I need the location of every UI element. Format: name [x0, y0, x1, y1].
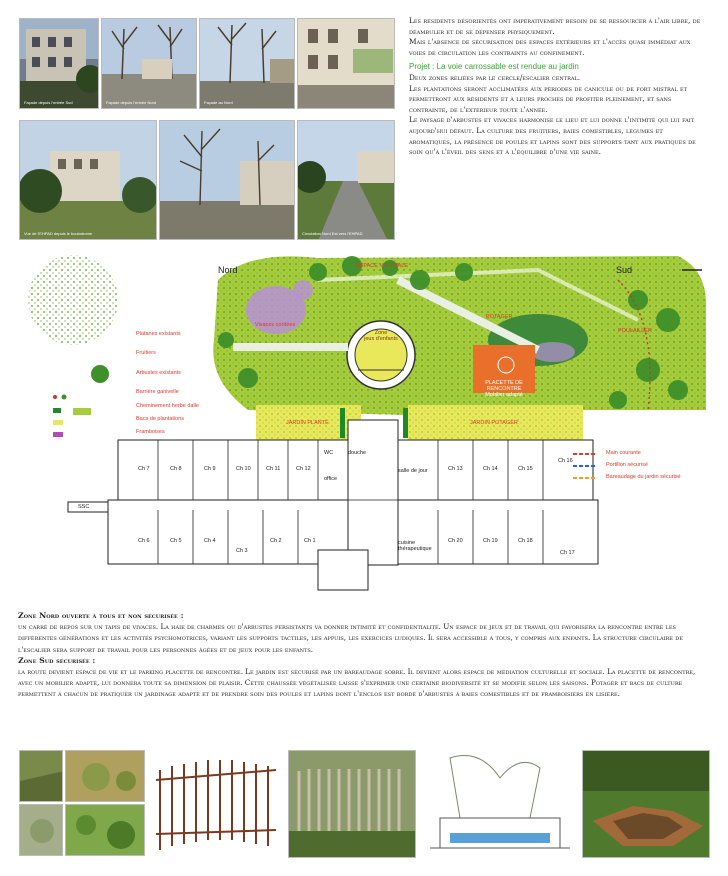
photo-facade-nord-entree	[101, 18, 197, 109]
photo-vivaces-2-image	[66, 751, 145, 802]
photo-vivaces-3-image	[20, 805, 63, 856]
label-office: office	[324, 476, 338, 482]
room-label: Ch 2	[270, 538, 282, 544]
photo-facade-nord-image	[200, 19, 295, 109]
label-douche: douche	[348, 450, 367, 456]
photo-boulodrome	[19, 120, 157, 240]
photo-boulodrome-image	[20, 121, 157, 240]
legend-fruitiers: Fruitiers	[136, 350, 156, 356]
room-label: Ch 7	[138, 466, 150, 472]
photo-facade-sud	[19, 18, 99, 109]
photo-facade-sud-image	[20, 19, 99, 109]
photo-vivaces-2	[65, 750, 145, 802]
intro-p1: Les résidents désorientés ont impérativement besoin de se ressourcer à l'air libre, de déambuler et de se dépenser physiquement.	[409, 16, 701, 36]
room-label: Ch 5	[170, 538, 182, 544]
room-label: Ch 9	[204, 466, 216, 472]
zone-nord-text: un carré de repos sur un tapis de vivaces. La haie de charmes ou d'arbustes persistants va donner intimité et confidentialité. Un espace de jeux et de travail qui favorisera la rencontre entre les différentes générations et les activités psychomotrices, variant les supports tactiles, les appuis, les exercices ludiques. Il sera accessible à tous, y compris aux enfants. La structure circulaire de l'escalier sera support de travail pour les personnes âgées et de jeux pour les enfants.	[18, 622, 683, 654]
legend-portillon: Portillon sécurisé	[606, 462, 648, 468]
bacs-bois-image	[583, 751, 710, 858]
photo-caption: Façade au Nord	[204, 100, 233, 105]
label-zone-jeux-2: jeux d'enfants	[364, 336, 398, 342]
photo-bareaudage	[152, 750, 284, 858]
photo-vivaces-1	[19, 750, 63, 802]
legend-bareaudage: Bareaudage du jardin sécurisé	[606, 474, 681, 480]
label-zone-jeux	[364, 330, 398, 342]
label-cuisine-1: cuisine	[398, 540, 416, 546]
label-espace-vegetale: ESPACE VÉGÉTALE	[356, 263, 409, 269]
intro-p3: Deux zones reliées par le cercle/escalier central.	[409, 72, 581, 82]
photo-ganivelle	[288, 750, 416, 858]
label-placette-1: PLACETTE DE	[485, 380, 523, 386]
intro-p2: Mais l'absence de sécurisation des espaces extérieurs et l'accès quasi immédiat aux voies de circulation les contraints au confinement.	[409, 37, 691, 57]
label-zone-jeux-1: Zone	[374, 330, 388, 336]
project-title: Projet : La voie carrossable est rendue au jardin	[409, 62, 579, 72]
site-plan	[18, 250, 710, 605]
label-salle-jour: salle de jour	[398, 468, 428, 474]
photo-arbres-image	[160, 121, 295, 240]
site-plan-drawing	[18, 250, 710, 605]
bac-schema-image	[420, 748, 578, 858]
label-cuisine	[398, 540, 432, 552]
room-label: Ch 11	[266, 466, 281, 472]
room-label: Ch 14	[483, 466, 498, 472]
room-label: Ch 18	[518, 538, 533, 544]
legend-framboises: Framboises	[136, 429, 165, 435]
legend-cheminement: Cheminement herbe dalle	[136, 403, 199, 409]
photo-vivaces-3	[19, 804, 63, 856]
intro-text	[409, 16, 707, 158]
label-ssc: SSC	[78, 504, 90, 510]
photo-bacs-bois	[582, 750, 710, 858]
legend-bacs: Bacs de plantations	[136, 416, 185, 422]
photo-vivaces-4	[65, 804, 145, 856]
label-potager: POTAGER	[486, 314, 513, 320]
photo-caption: Vue de l'EHPAD depuis le boulodrome	[24, 231, 93, 236]
photo-caption: Façade depuis l'entrée Sud	[24, 100, 73, 105]
room-label: Ch 13	[448, 466, 463, 472]
label-nord: Nord	[218, 265, 238, 275]
building-plan	[68, 420, 598, 590]
photo-vivaces-1-image	[20, 751, 63, 802]
tree-canopy	[28, 255, 118, 345]
label-placette-3: Mobilier adapté	[485, 392, 523, 398]
label-sud: Sud	[616, 265, 633, 275]
room-label: Ch 16	[558, 458, 573, 464]
zone-sud-title: Zone Sud sécurisée :	[18, 655, 96, 665]
room-label: Ch 17	[560, 550, 575, 556]
photo-facade-nord	[199, 18, 295, 109]
label-jardin-nord: JARDIN PLANTÉ	[286, 420, 329, 426]
photo-facade-au-nord	[297, 18, 395, 109]
room-label: Ch 10	[236, 466, 251, 472]
zones-description	[18, 610, 712, 700]
room-label: Ch 1	[304, 538, 316, 544]
room-label: Ch 4	[204, 538, 216, 544]
photo-facade-au-nord-image	[298, 19, 395, 109]
label-poulailler: POULAILLER	[618, 328, 652, 334]
photo-bac-schema	[420, 748, 578, 858]
room-label: Ch 19	[483, 538, 498, 544]
photo-arbres	[159, 120, 295, 240]
label-wc: WC	[324, 450, 334, 456]
intro-p5: Le paysage d'arbustes et vivaces harmonise le lieu et lui donne l'intimité qui lui fait aujourd'hui défaut. La culture des fruitiers, baies comestibles, légumes et aromatiques, la présence de poules et lapins sont des supports tant aux pratiques de soin qu'à l'éveil des sens et à l'équilibre d'une vie saine.	[409, 115, 696, 157]
legend-main-courante: Main courante	[606, 450, 641, 456]
photo-vivaces-4-image	[66, 805, 145, 856]
room-label: Ch 15	[518, 466, 533, 472]
photo-circulation	[297, 120, 395, 240]
label-jardin-sud: JARDIN POTAGER	[470, 420, 518, 426]
label-placette-2: RENCONTRE	[486, 386, 522, 392]
zone-sud-text: la route devient espace de vie et le parking placette de rencontre. Le jardin est sécurisé par un bareaudage sobre. Il devient alors espace de médiation culturelle et sociale. La placette de rencontre, avec un mobilier adapté, lui donnera toute sa dimension de plaisir. Cette chaussée végétalisée laisse s'exprimer une certaine biodiversité et se modifie selon les saisons. Potager et bacs de culture permettent à chacun de pratiquer un jardinage adapté et de prendre soin des poules et lapins dont l'enclos est bordé d'arbustes à baies comestibles et de framboisiers en lisière.	[18, 667, 696, 699]
label-placette	[478, 380, 530, 398]
room-label: Ch 6	[138, 538, 150, 544]
label-vivaces: Vivaces cordées	[255, 322, 296, 328]
legend-platanes: Platanes existants	[136, 331, 181, 337]
intro-p4: Les plantations seront acclimatées aux périodes de canicule ou de fort mistral et permettront aux résidents et à leurs proches de profiter pleinement, et sans contrainte, de l'extérieur toute l'année.	[409, 83, 688, 114]
label-cuisine-2: thérapeutique	[398, 546, 432, 552]
photo-facade-nord-entree-image	[102, 19, 197, 109]
photo-circulation-image	[298, 121, 395, 240]
photo-caption: Façade depuis l'entrée Nord	[106, 100, 157, 105]
room-label: Ch 8	[170, 466, 182, 472]
fence-bareaudage-image	[152, 750, 284, 858]
fence-ganivelle-image	[289, 751, 416, 858]
legend-barriere: Barrière ganivelle	[136, 389, 179, 395]
room-label: Ch 12	[296, 466, 311, 472]
photo-caption: Circulation Nord Est vers l'EHPAD	[302, 231, 363, 236]
zone-nord-title: Zone Nord ouverte à tous et non sécurisée :	[18, 611, 184, 620]
room-label: Ch 3	[236, 548, 248, 554]
legend-arbustes: Arbustes existants	[136, 370, 181, 376]
room-label: Ch 20	[448, 538, 463, 544]
